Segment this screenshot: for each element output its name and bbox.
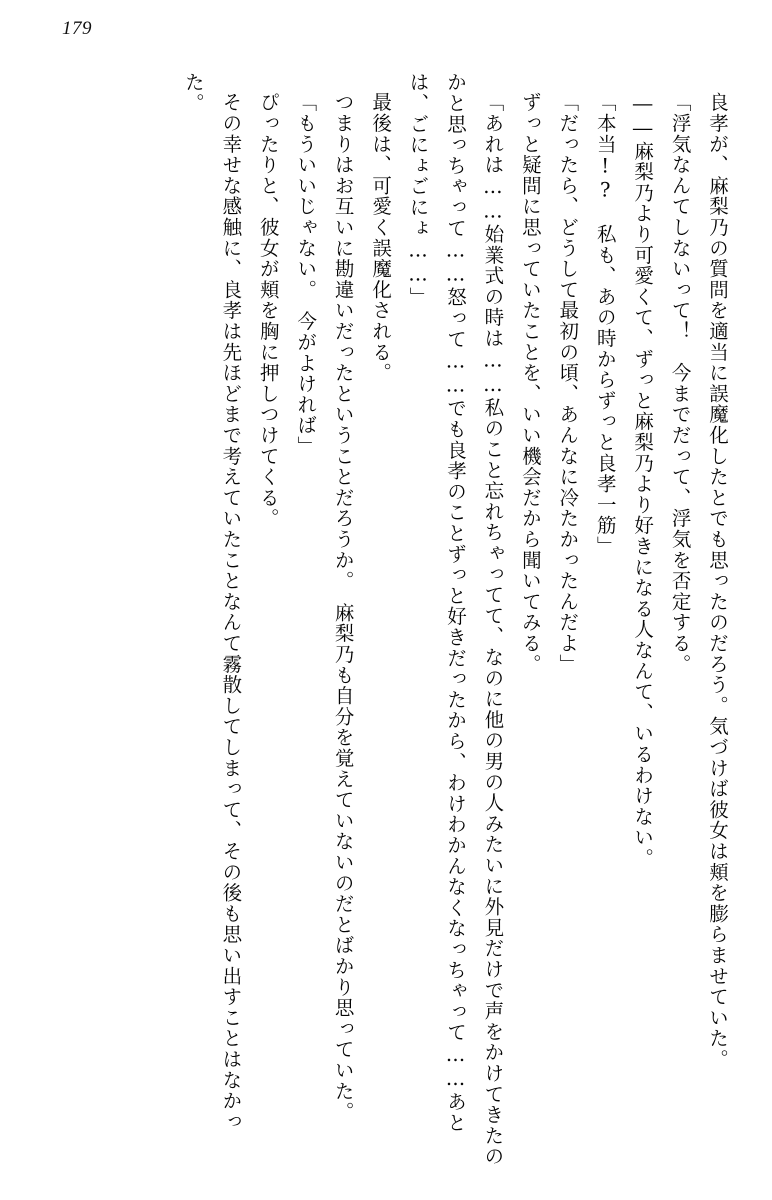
paragraph: 「あれは……始業式の時は……私のこと忘れちゃってて、なのに他の男の人みたいに外見だけで声をかけてきたのかと思っちゃって……怒って……でも良孝のことずっと好きだったから、わけわかんなくなっちゃって……あとは、ごにょごにょ……」 (406, 72, 505, 1167)
paragraph: 「本当!? 私も、あの時からずっと良孝一筋」 (593, 91, 617, 557)
paragraph: つまりはお互いに勘違いだったということだろうか。 麻梨乃も自分を覚えていないのだとばかり思っていた。 (331, 91, 355, 1122)
paragraph: 最後は、可愛く誤魔化される。 (369, 91, 393, 383)
page-text-body (34, 72, 736, 1170)
paragraph: ぴったりと、彼女が頬を胸に押しつけてくる。 (256, 91, 280, 529)
page-number: 179 (62, 18, 92, 39)
paragraph: ――麻梨乃より可愛くて、ずっと麻梨乃より好きになる人なんて、いるわけない。 (631, 91, 655, 869)
paragraph: その幸せな感触に、良孝は先ほどまで考えていたことなんて霧散してしまって、その後も思い出すことはなかった。 (181, 72, 243, 1132)
paragraph: 「浮気なんてしないって！ 今までだって、浮気を否定する。 (668, 91, 692, 674)
paragraph: 「もういいじゃない。 今がよければ」 (294, 91, 318, 457)
paragraph: ずっと疑問に思っていたことを、いい機会だから聞いてみる。 (518, 91, 542, 674)
paragraph: 良孝が、麻梨乃の質問を適当に誤魔化したとでも思ったのだろう。気づけば彼女は頬を膨らませていた。 (706, 91, 729, 1070)
paragraph: 「だったら、どうして最初の頃、あんなに冷たかったんだよ」 (556, 91, 580, 674)
